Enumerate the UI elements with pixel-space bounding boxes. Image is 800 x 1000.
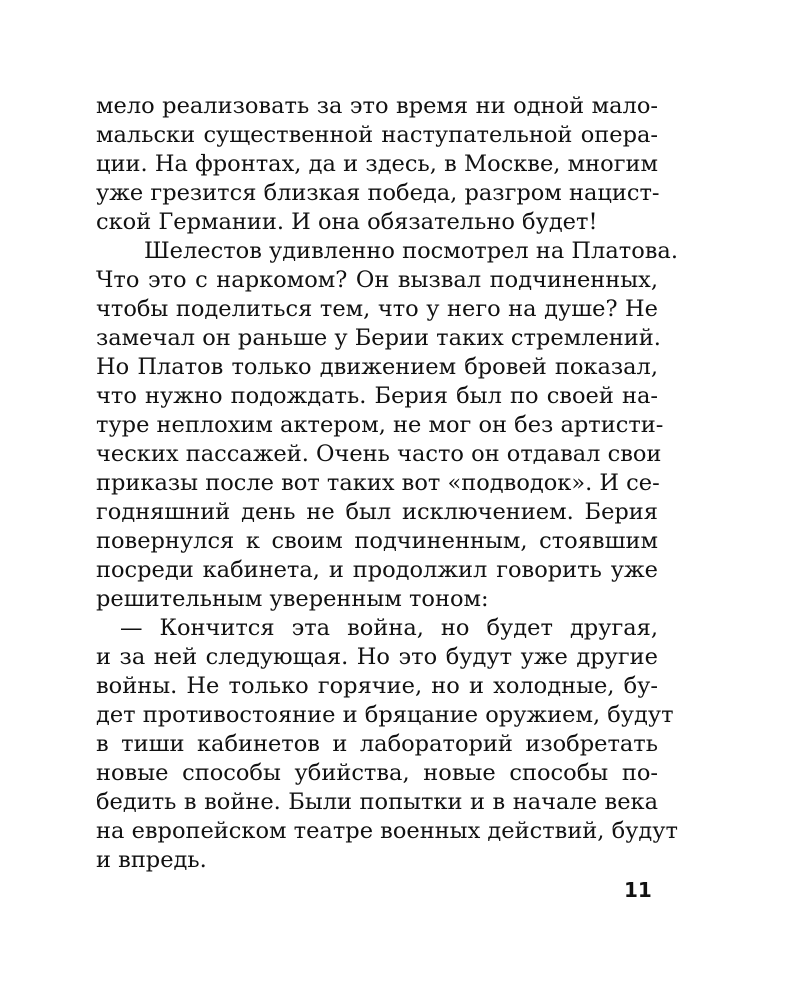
text-line: Шелестов удивленно посмотрел на Платова. (144, 238, 678, 264)
text-line: мальски существенной наступательной опера- (96, 122, 658, 148)
text-line: в тиши кабинетов и лабораторий изобретать (96, 731, 658, 757)
text-line: приказы после вот таких вот «подводок». И се- (96, 470, 660, 496)
text-line: бедить в войне. Были попытки и в начале века (96, 789, 658, 815)
text-line: замечал он раньше у Берии таких стремлений. (96, 325, 661, 351)
text-line: что нужно подождать. Берия был по своей на- (96, 383, 658, 409)
text-line: посреди кабинета, и продолжил говорить уже (96, 557, 658, 583)
text-line: повернулся к своим подчиненным, стоявшим (96, 528, 658, 554)
text-line: и впредь. (96, 847, 207, 873)
text-line: — Кончится эта война, но будет другая, (120, 615, 658, 641)
text-line: дет противостояние и бряцание оружием, будут (96, 702, 674, 728)
book-page-text (96, 92, 678, 875)
text-line: на европейском театре военных действий, будут (96, 818, 678, 844)
text-line: уже грезится близкая победа, разгром нацист- (96, 180, 660, 206)
text-line: годняшний день не был исключением. Берия (96, 499, 658, 525)
text-line: и за ней следующая. Но это будут уже другие (96, 644, 658, 670)
text-line: войны. Не только горячие, но и холодные, бу- (96, 673, 658, 699)
page-number: 11 (624, 878, 652, 902)
text-line: мело реализовать за это время ни одной мало- (96, 93, 658, 119)
text-line: решительным уверенным тоном: (96, 586, 489, 612)
text-line: туре неплохим актером, не мог он без артисти- (96, 412, 664, 438)
text-line: ции. На фронтах, да и здесь, в Москве, многим (96, 151, 658, 177)
text-line: новые способы убийства, новые способы по- (96, 760, 658, 786)
text-line: чтобы поделиться тем, что у него на душе? Не (96, 296, 658, 322)
text-line: ской Германии. И она обязательно будет! (96, 209, 598, 235)
text-line: ческих пассажей. Очень часто он отдавал свои (96, 441, 662, 467)
text-line: Но Платов только движением бровей показал, (96, 354, 658, 380)
text-line: Что это с наркомом? Он вызвал подчиненных, (96, 267, 658, 293)
